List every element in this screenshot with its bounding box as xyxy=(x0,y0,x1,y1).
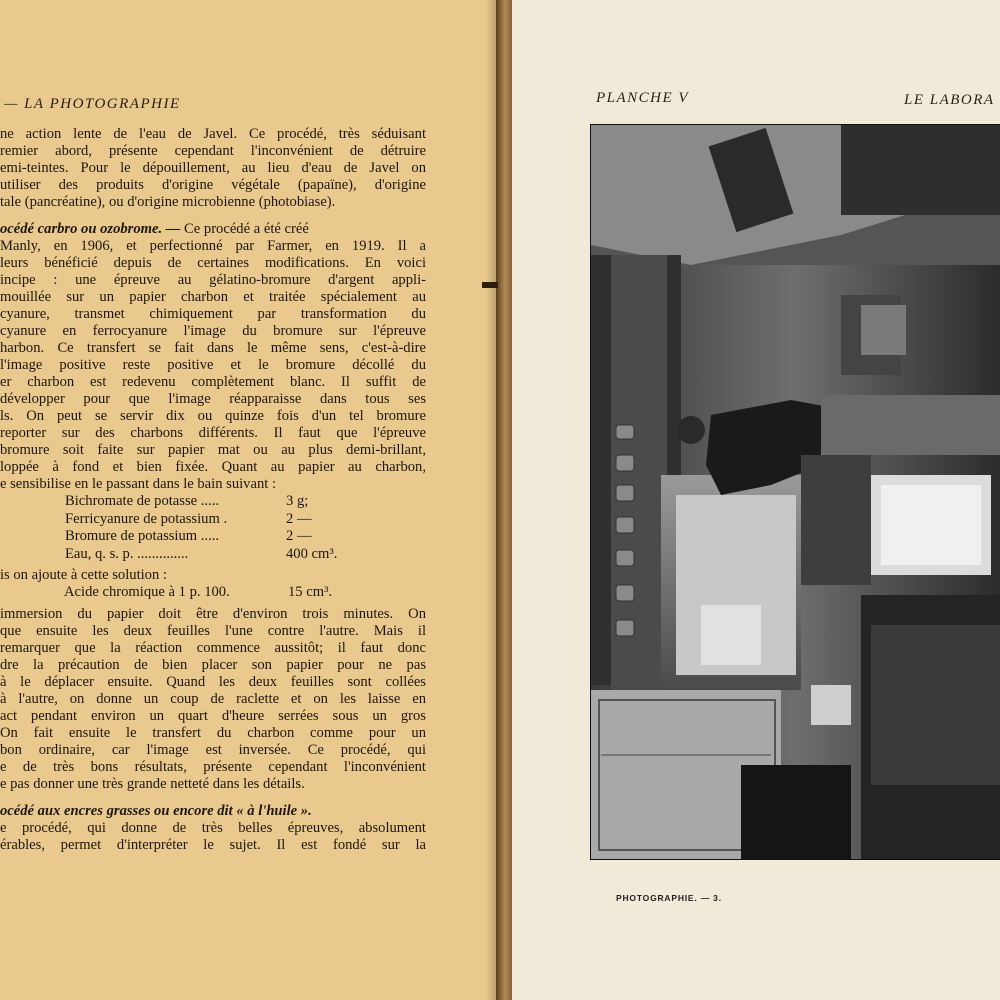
text-line: tale (pancréatine), ou d'origine microbienne (photobiase). xyxy=(0,194,336,210)
recipe-ingredient: Eau, q. s. p. .............. xyxy=(65,545,189,562)
text-line: reporter sur des charbons différents. Il faut que l'épreuve xyxy=(0,425,426,441)
text-line: loppée à fond et bien fixée. Quant au papier au charbon, xyxy=(0,459,426,475)
text-line: l'image positive reste positive et le bromure décollé du xyxy=(0,357,426,373)
recipe-ingredient: Ferricyanure de potassium . xyxy=(65,510,228,527)
recipe-amount: 2 — xyxy=(286,528,312,544)
recipe-row xyxy=(0,493,426,511)
text-line: leurs bénéficié depuis de certaines modifications. En voici xyxy=(0,255,426,271)
text-line: bromure soit faite sur papier mat ou au plus demi-brillant, xyxy=(0,442,426,458)
recipe-table xyxy=(0,493,426,563)
paragraph-carbro xyxy=(0,221,426,493)
text-line: que ensuite les deux feuilles l'une contre l'autre. Mais il xyxy=(0,622,426,639)
bookmark-tab xyxy=(482,282,498,288)
text-line: e de très bons résultats, présente cependant l'inconvénient xyxy=(0,758,426,775)
text-line: er charbon est redevenu complètement blanc. Il suffit de xyxy=(0,374,426,390)
left-running-head: — LA PHOTOGRAPHIE xyxy=(4,96,181,112)
plate-number: PLANCHE V xyxy=(596,90,690,106)
recipe-amount: 2 — xyxy=(286,510,312,527)
text-line: cyanure, transmet chimiquement par transformation du xyxy=(0,306,426,322)
text-line: cyanure en ferrocyanure l'image du bromure sur l'épreuve xyxy=(0,323,426,339)
section-heading-encres: océdé aux encres grasses ou encore dit « à l'huile ». xyxy=(0,802,312,819)
right-page xyxy=(512,0,1000,1000)
text-line: ls. On peut se servir dix ou quinze fois d'un tel bromure xyxy=(0,408,426,424)
text-line xyxy=(0,221,426,238)
text-line: dre la précaution de bien placer son papier pour ne pas xyxy=(0,656,426,673)
text-line: immersion du papier doit être d'environ trois minutes. On xyxy=(0,605,426,622)
text-line: bon ordinaire, car l'image est inversée. Ce procédé, qui xyxy=(0,741,426,758)
text-line: e pas donner une très grande netteté dans les détails. xyxy=(0,775,305,792)
text-line: On fait ensuite le transfert du charbon comme pour un xyxy=(0,724,426,741)
recipe-amount: 400 cm³. xyxy=(286,545,338,562)
page-footer: PHOTOGRAPHIE. — 3. xyxy=(616,893,722,903)
recipe-ingredient: Bromure de potassium ..... xyxy=(65,528,220,544)
right-running-head: LE LABORA xyxy=(904,92,995,108)
text-line: mouillée sur un papier charbon et traitée spécialement au xyxy=(0,289,426,305)
text-line xyxy=(0,803,426,820)
photo-illustration xyxy=(591,125,1000,859)
text-line: is on ajoute à cette solution : xyxy=(0,567,167,583)
text-line: act pendant environ un quart d'heure serrées sous un gros xyxy=(0,707,426,724)
text-line: utiliser des produits d'origine végétale (papaïne), d'origine xyxy=(0,177,426,193)
recipe-row xyxy=(0,546,426,564)
text-line: incipe : une épreuve au gélatino-bromure d'argent appli- xyxy=(0,272,426,288)
paragraph-javel xyxy=(0,126,426,211)
section-heading-carbro: océdé carbro ou ozobrome. — xyxy=(0,221,181,237)
text-line: emi-teintes. Pour le dépouillement, au lieu d'eau de Javel on xyxy=(0,160,426,176)
recipe-row xyxy=(0,528,426,546)
recipe-row xyxy=(0,511,426,529)
text-line: ne action lente de l'eau de Javel. Ce procédé, très séduisant xyxy=(0,126,426,142)
recipe-amount: 15 cm³. xyxy=(288,584,333,600)
recipe-ingredient: Bichromate de potasse ..... xyxy=(65,493,220,509)
acid-row-wrap xyxy=(0,584,426,602)
recipe-amount: 3 g; xyxy=(286,493,309,509)
text-line: à le déplacer ensuite. Quand les deux feuilles sont collées xyxy=(0,673,426,690)
paragraph-immersion xyxy=(0,606,426,793)
text-line: harbon. Ce transfert se fait dans le même sens, c'est-à-dire xyxy=(0,340,426,356)
text-line: à l'autre, on donne un coup de raclette et on les laisse en xyxy=(0,690,426,707)
laboratory-photograph xyxy=(590,124,1000,860)
text-line: développer pour que l'image réapparaisse dans tous ses xyxy=(0,391,426,407)
text-line: e procédé, qui donne de très belles épreuves, absolument xyxy=(0,819,426,836)
text-line: érables, permet d'interpréter le sujet. Il est fondé sur la xyxy=(0,836,426,853)
left-body-text xyxy=(0,126,426,854)
recipe-row xyxy=(0,584,426,602)
text-line: Manly, en 1906, et perfectionné par Farmer, en 1919. Il a xyxy=(0,238,426,254)
text-line: remier abord, présente cependant l'inconvénient de détruire xyxy=(0,143,426,159)
recipe-ingredient: Acide chromique à 1 p. 100. xyxy=(64,584,230,600)
text-line: e sensibilise en le passant dans le bain suivant : xyxy=(0,476,277,492)
text-line: remarquer que la réaction commence aussitôt; il faut donc xyxy=(0,639,426,656)
text-span: Ce procédé a été créé xyxy=(180,221,309,237)
paragraph-encres xyxy=(0,803,426,854)
